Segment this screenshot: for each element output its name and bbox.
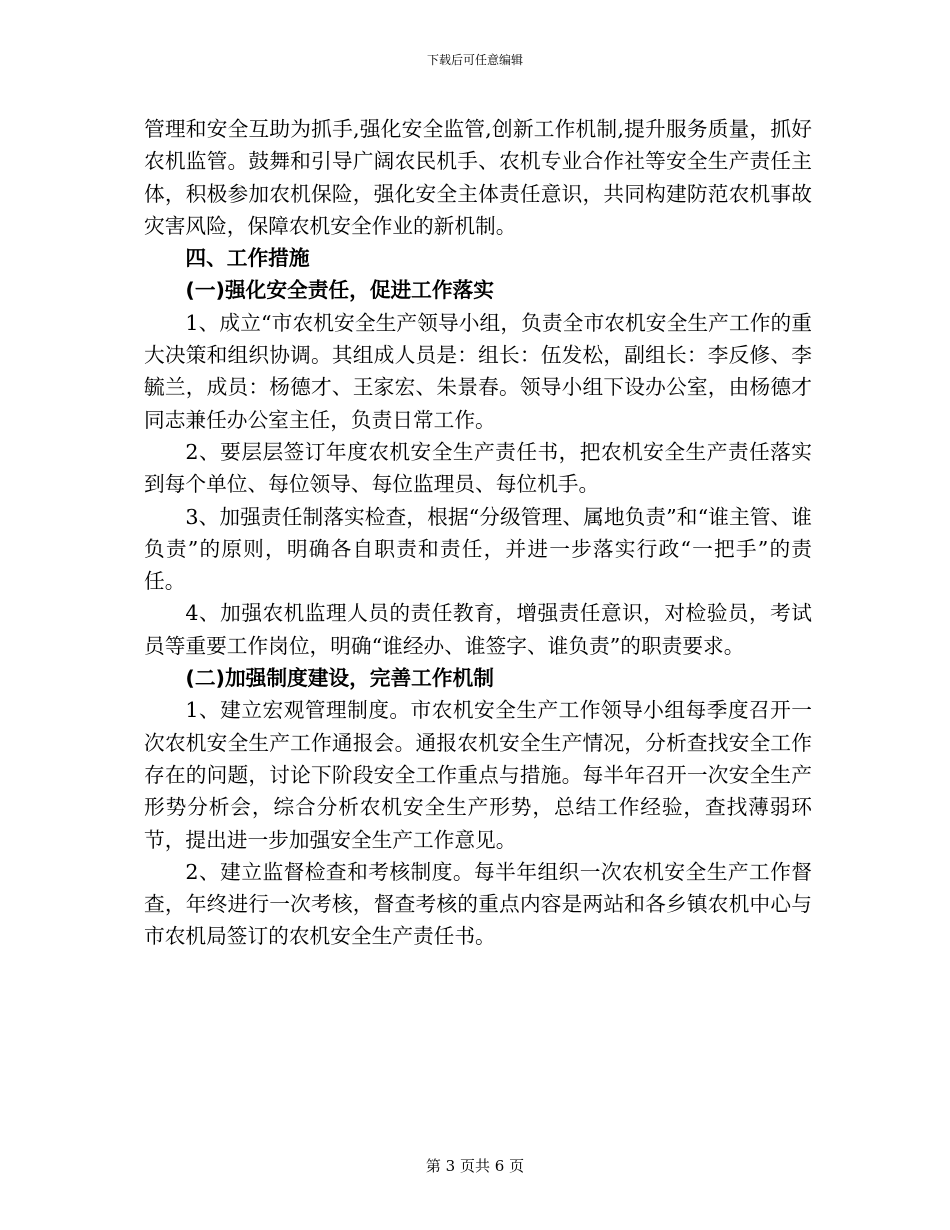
- page-header-note: 下载后可任意编辑: [426, 53, 523, 67]
- page-number: 第 3 页共 6 页: [425, 1157, 525, 1175]
- subsection-heading-safety-responsibility: (一)强化安全责任，促进工作落实: [185, 278, 494, 303]
- paragraph-responsibility-letters: 2、要层层签订年度农机安全生产责任书，把农机安全生产责任落实到每个单位、每位领导、每位监理员、每位机手。: [144, 439, 812, 497]
- paragraph-supervision-assessment: 2、建立监督检查和考核制度。每半年组织一次农机安全生产工作督查，年终进行一次考核，督查考核的重点内容是两站和各乡镇农机中心与市农机局签订的农机安全生产责任书。: [144, 859, 812, 949]
- paragraph-continuation: 管理和安全互助为抓手,强化安全监管,创新工作机制,提升服务质量，抓好农机监管。鼓舞和引导广阔农民机手、农机专业合作社等安全生产责任主体，积极参加农机保险，强化安全主体责任意识，共同构建防范农机事故灾害风险，保障农机安全作业的新机制。: [144, 117, 812, 238]
- paragraph-leadership-group: 1、成立“市农机安全生产领导小组，负责全市农机安全生产工作的重大决策和组织协调。其组成人员是：组长：伍发松，副组长：李反修、李毓兰，成员：杨德才、王家宏、朱景春。领导小组下设办公室，由杨德才同志兼任办公室主任，负责日常工作。: [144, 310, 812, 432]
- paragraph-responsibility-inspection: 3、加强责任制落实检查，根据“分级管理、属地负责”和“谁主管、谁负责”的原则，明确各自职责和责任，并进一步落实行政“一把手”的责任。: [144, 504, 812, 594]
- subsection-heading-system-building: (二)加强制度建设，完善工作机制: [185, 666, 494, 691]
- section-heading-work-measures: 四、工作措施: [185, 246, 310, 271]
- document-body: [144, 113, 812, 953]
- paragraph-supervisor-education: 4、加强农机监理人员的责任教育，增强责任意识，对检验员，考试员等重要工作岗位，明确“谁经办、谁签字、谁负责”的职责要求。: [144, 601, 812, 658]
- paragraph-macro-management: 1、建立宏观管理制度。市农机安全生产工作领导小组每季度召开一次农机安全生产工作通报会。通报农机安全生产情况，分析查找安全工作存在的问题，讨论下阶段安全工作重点与措施。每半年召开一次安全生产形势分析会，综合分析农机安全生产形势，总结工作经验，查找薄弱环节，提出进一步加强安全生产工作意见。: [144, 698, 812, 852]
